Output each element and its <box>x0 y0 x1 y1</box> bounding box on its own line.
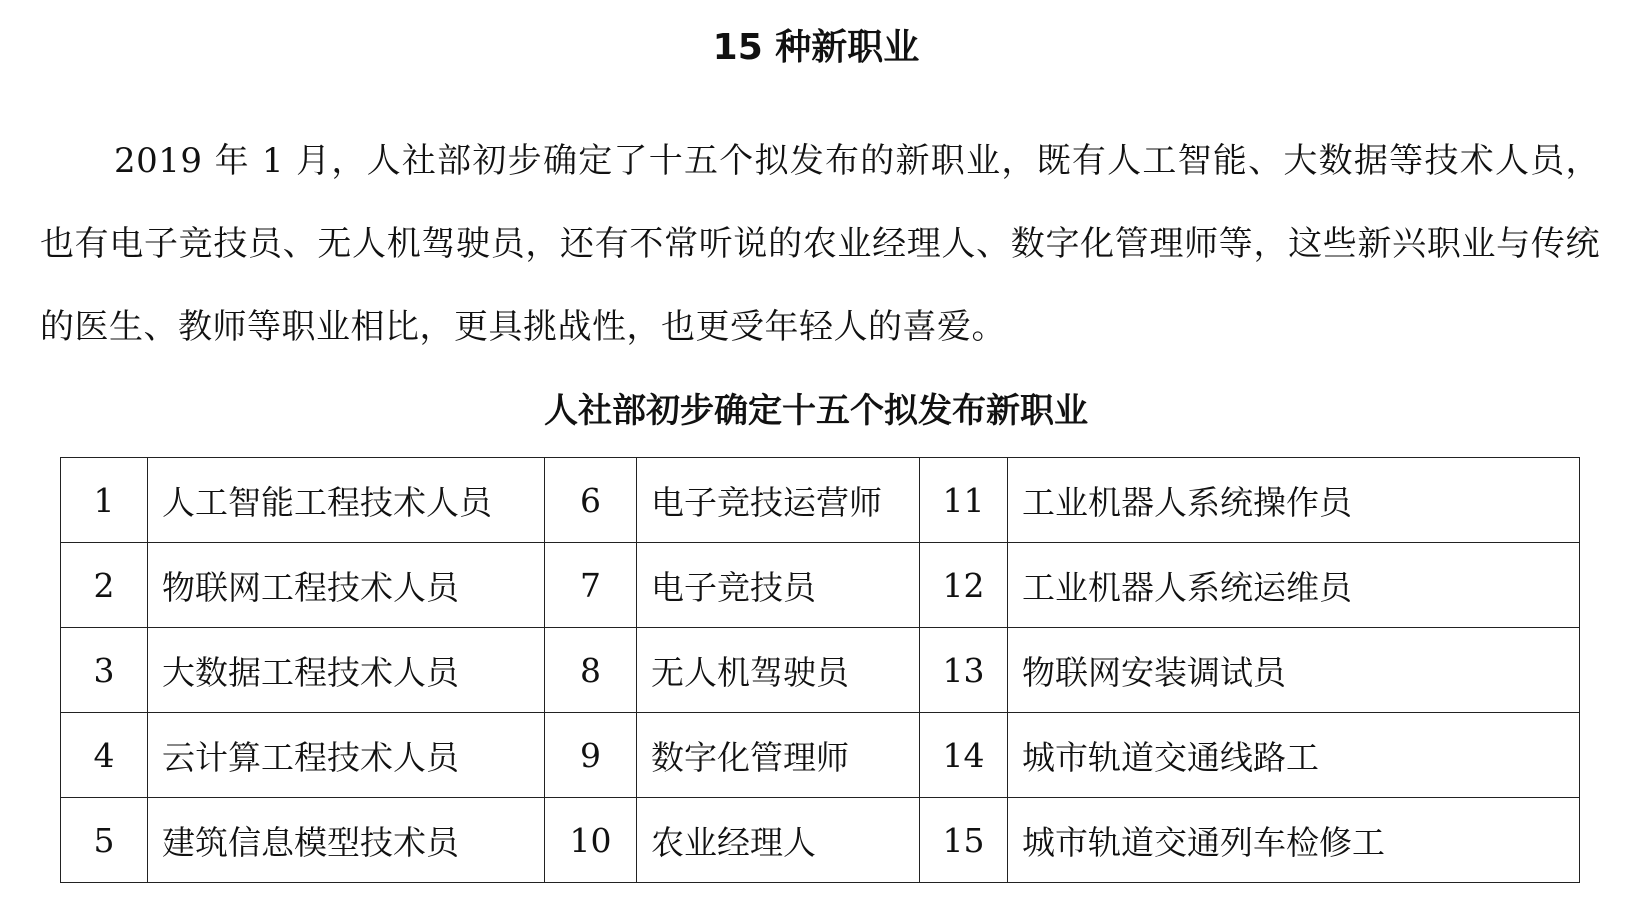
table-caption: 人社部初步确定十五个拟发布新职业 <box>544 391 1088 431</box>
job-number: 7 <box>545 543 637 628</box>
job-name: 无人机驾驶员 <box>637 628 920 713</box>
job-number: 3 <box>61 628 148 713</box>
job-name: 电子竞技运营师 <box>637 458 920 543</box>
job-name: 物联网安装调试员 <box>1008 628 1580 713</box>
job-name: 人工智能工程技术人员 <box>148 458 545 543</box>
job-name: 城市轨道交通线路工 <box>1008 713 1580 798</box>
job-name: 数字化管理师 <box>637 713 920 798</box>
job-name: 工业机器人系统运维员 <box>1008 543 1580 628</box>
job-name: 电子竞技员 <box>637 543 920 628</box>
job-number: 15 <box>920 798 1008 883</box>
job-number: 10 <box>545 798 637 883</box>
job-number: 11 <box>920 458 1008 543</box>
job-number: 13 <box>920 628 1008 713</box>
job-number: 8 <box>545 628 637 713</box>
table-row <box>61 458 1580 543</box>
job-name: 农业经理人 <box>637 798 920 883</box>
page-title: 15 种新职业 <box>712 27 920 68</box>
job-number: 2 <box>61 543 148 628</box>
job-name: 物联网工程技术人员 <box>148 543 545 628</box>
job-number: 14 <box>920 713 1008 798</box>
job-number: 4 <box>61 713 148 798</box>
job-name: 建筑信息模型技术员 <box>148 798 545 883</box>
intro-paragraph: 2019 年 1 月，人社部初步确定了十五个拟发布的新职业，既有人工智能、大数据等技术人员，也有电子竞技员、无人机驾驶员，还有不常听说的农业经理人、数字化管理师等，这些新兴职业与传统的医生、教师等职业相比，更具挑战性，也更受年轻人的喜爱。 <box>40 141 1600 347</box>
job-number: 6 <box>545 458 637 543</box>
job-number: 5 <box>61 798 148 883</box>
table-row <box>61 798 1580 883</box>
job-name: 大数据工程技术人员 <box>148 628 545 713</box>
jobs-table <box>60 457 1580 883</box>
table-row <box>61 543 1580 628</box>
job-number: 1 <box>61 458 148 543</box>
table-row <box>61 628 1580 713</box>
job-number: 12 <box>920 543 1008 628</box>
job-number: 9 <box>545 713 637 798</box>
table-row <box>61 713 1580 798</box>
job-name: 工业机器人系统操作员 <box>1008 458 1580 543</box>
job-name: 云计算工程技术人员 <box>148 713 545 798</box>
job-name: 城市轨道交通列车检修工 <box>1008 798 1580 883</box>
